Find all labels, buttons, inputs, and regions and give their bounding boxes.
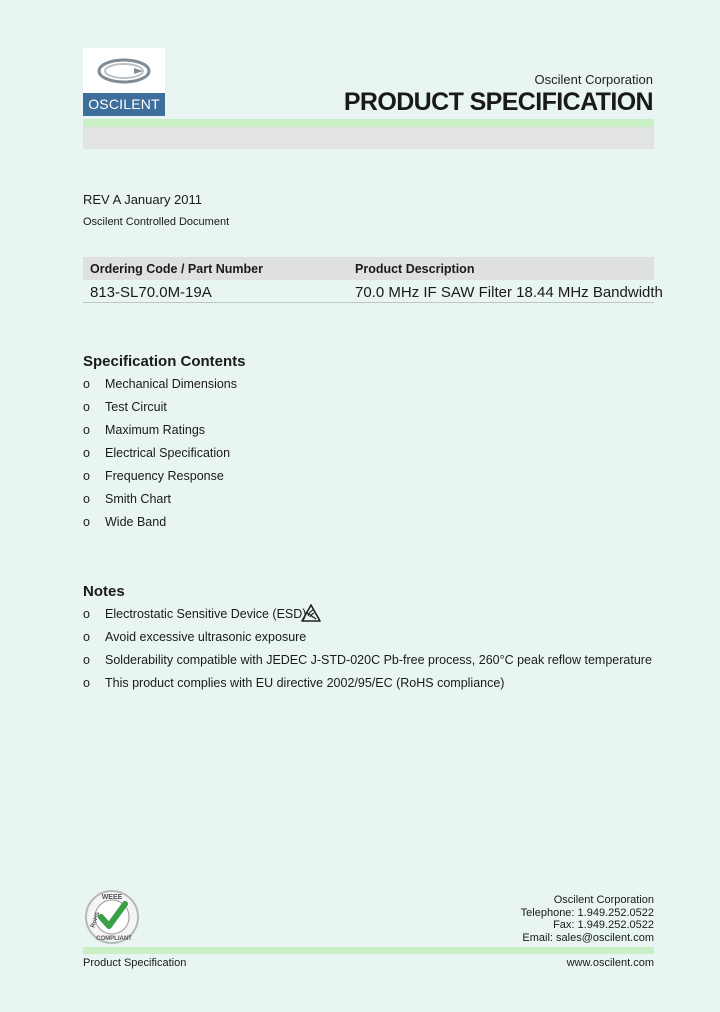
bullet: o	[83, 400, 90, 414]
company-name: Oscilent Corporation	[534, 72, 653, 87]
note-solderability: Solderability compatible with JEDEC J-STD-020C Pb-free process, 260°C peak reflow temperature	[105, 653, 652, 667]
bullet: o	[83, 515, 90, 529]
footer-company: Oscilent Corporation	[553, 894, 654, 906]
badge-compliant-text: COMPLIANT	[96, 936, 132, 942]
contents-item-smith-chart: Smith Chart	[105, 492, 171, 506]
bullet: o	[83, 630, 90, 644]
contents-item-test-circuit: Test Circuit	[105, 400, 167, 414]
logo-ring-icon	[96, 56, 152, 86]
badge-weee-text: WEEE	[101, 894, 123, 901]
controlled-doc-text: Oscilent Controlled Document	[83, 216, 230, 228]
note-ultrasonic: Avoid excessive ultrasonic exposure	[105, 630, 307, 644]
notes-title: Notes	[83, 583, 125, 600]
table-divider	[83, 302, 654, 303]
footer-doc-type: Product Specification	[83, 957, 187, 969]
bullet: o	[83, 377, 90, 391]
contents-item-electrical: Electrical Specification	[105, 446, 231, 460]
contents-item-mechanical: Mechanical Dimensions	[105, 377, 238, 391]
footer-contact	[521, 894, 654, 944]
header-gray-band	[83, 127, 654, 149]
footer-website-link[interactable]: www.oscilent.com	[566, 957, 654, 969]
table-header-part-number: Ordering Code / Part Number	[90, 262, 263, 276]
footer-telephone: Telephone: 1.949.252.0522	[520, 906, 654, 919]
contents-title: Specification Contents	[83, 353, 246, 370]
bullet: o	[83, 676, 90, 690]
bullet: o	[83, 469, 90, 483]
description-cell: 70.0 MHz IF SAW Filter 18.44 MHz Bandwidth	[355, 284, 663, 301]
revision-text: REV A January 2011	[83, 192, 203, 207]
logo-text: OSCILENT	[88, 96, 160, 112]
note-rohs: This product complies with EU directive 2002/95/EC (RoHS compliance)	[105, 676, 505, 690]
esd-icon	[301, 604, 321, 624]
badge-rohs-text: RoHS	[90, 911, 102, 929]
note-esd: Electrostatic Sensitive Device (ESD)	[105, 607, 307, 621]
bullet: o	[83, 607, 90, 621]
weee-rohs-badge-icon	[84, 889, 140, 945]
table-header-description: Product Description	[355, 262, 475, 276]
contents-item-frequency-response: Frequency Response	[105, 469, 224, 483]
bullet: o	[83, 423, 90, 437]
footer-fax: Fax: 1.949.252.0522	[553, 919, 654, 931]
page-title: PRODUCT SPECIFICATION	[343, 88, 653, 116]
footer-email: Email: sales@oscilent.com	[522, 931, 654, 944]
bullet: o	[83, 492, 90, 506]
bullet: o	[83, 653, 90, 667]
contents-item-wide-band: Wide Band	[105, 515, 167, 529]
bullet: o	[83, 446, 90, 460]
header-green-band	[83, 119, 654, 127]
contents-item-maximum-ratings: Maximum Ratings	[105, 423, 206, 437]
part-number-cell: 813-SL70.0M-19A	[90, 284, 212, 301]
footer-green-band	[83, 947, 654, 954]
